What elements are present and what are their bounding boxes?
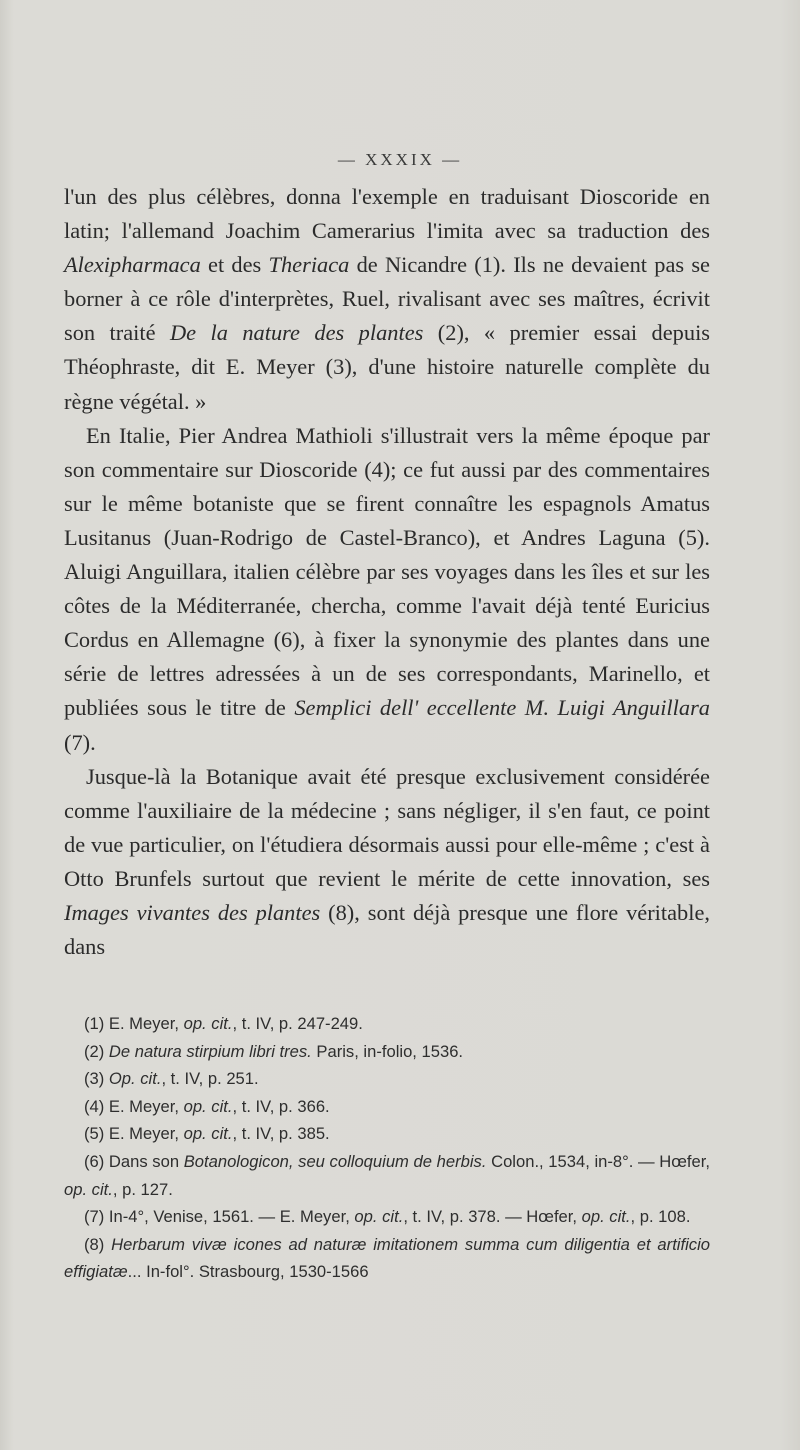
italic-title: Alexipharmaca [64,252,201,278]
italic-ref: op. cit. [183,1014,233,1033]
text-run: (2), « premier essai depuis Théophraste, dit E. Meyer (3), d'une histoire naturelle complète du règne végétal. » [64,320,710,414]
paragraph-3 [64,760,710,965]
italic-ref: De natura stirpium libri tres. [108,1041,312,1061]
italic-ref: op. cit. [64,1179,113,1199]
text-run: (6) Dans son [84,1151,184,1171]
text-run: (8), sont déjà presque une flore véritable, dans [64,899,710,960]
italic-ref: Herbarum vivæ icones ad naturæ imitationem summa cum diligentia et artificio effigiatæ [64,1234,710,1282]
text-run: de Nicandre (1). Ils ne devaient pas se borner à ce rôle d'interprètes, Ruel, rivalisant avec ses maîtres, écrivit son traité [64,252,710,346]
text-run: En Italie, Pier Andrea Mathioli s'illustrait vers la même époque par son commentaire sur Dioscoride (4); ce fut aussi par des commentaires sur le même botaniste que se firent connaître les espagnols Amatus Lusitanus (Juan-Rodrigo de Castel-Branco), et Andres Laguna (5). Aluigi Anguillara, italien célèbre par ses voyages dans les îles et sur les côtes de la Méditerranée, chercha, comme l'avait déjà tenté Euricius Cordus en Allemagne (6), à fixer la synonymie des plantes dans une série de lettres adressées à un de ses correspondants, Marinello, et publiées sous le titre de [64,422,710,721]
text-run: (2) [84,1041,109,1061]
paragraph-1 [64,180,710,419]
text-run: Colon., 1534, in-8°. — Hœfer, [486,1151,710,1171]
text-run: , p. 127. [112,1179,173,1199]
italic-title: Theriaca [268,252,350,278]
text-run: (4) E. Meyer, [84,1096,184,1116]
footnote-4 [64,1093,710,1121]
text-run: , t. IV, p. 378. — Hœfer, [403,1207,582,1227]
italic-ref: op. cit. [581,1207,631,1227]
italic-title: Images vivantes des plantes [64,899,321,925]
text-run: , t. IV, p. 366. [232,1096,330,1116]
footnote-6 [64,1148,710,1203]
text-run: Paris, in-folio, 1536. [311,1041,464,1061]
page-number: — XXXIX — [337,150,463,169]
footnotes [64,1010,710,1286]
italic-ref: Op. cit. [108,1069,162,1089]
text-run: et des [200,252,269,278]
body-text [64,180,710,964]
italic-ref: op. cit. [354,1207,404,1227]
text-run: (5) E. Meyer, [84,1124,184,1144]
text-run: , t. IV, p. 247-249. [232,1014,363,1033]
text-run: (3) [84,1069,109,1089]
text-run: Jusque-là la Botanique avait été presque exclusivement considérée comme l'auxiliaire de la médecine ; sans négliger, il s'en faut, ce point de vue particulier, on l'étudiera désormais aussi pour elle-même ; c'est à Otto Brunfels surtout que revient le mérite de cette innovation, ses [64,763,710,891]
paragraph-2 [64,419,710,760]
text-run: (7) In-4°, Venise, 1561. — E. Meyer, [84,1207,355,1227]
footnote-2 [64,1038,710,1066]
footnote-5 [64,1120,710,1148]
footnote-8 [64,1231,710,1286]
text-run: , p. 108. [630,1207,691,1227]
italic-ref: op. cit. [183,1096,233,1116]
footnote-1 [64,1010,710,1038]
italic-title: De la nature des plantes [169,320,424,346]
italic-ref: Botanologicon, seu colloquium de herbis. [183,1151,487,1171]
text-run: , t. IV, p. 385. [232,1124,330,1144]
text-run: (8) [84,1234,112,1254]
italic-ref: op. cit. [183,1124,233,1144]
footnote-3 [64,1065,710,1093]
text-run: ... In-fol°. Strasbourg, 1530-1566 [127,1262,369,1282]
text-run: (1) E. Meyer, [84,1014,184,1033]
italic-title: Semplici dell' eccellente M. Luigi Anguillara [294,695,710,721]
text-run: , t. IV, p. 251. [161,1069,259,1089]
text-run: l'un des plus célèbres, donna l'exemple en traduisant Dioscoride en latin; l'allemand Joachim Camerarius l'imita avec sa traduction des [64,184,710,244]
footnote-7 [64,1203,710,1231]
text-run: (7). [64,729,96,755]
